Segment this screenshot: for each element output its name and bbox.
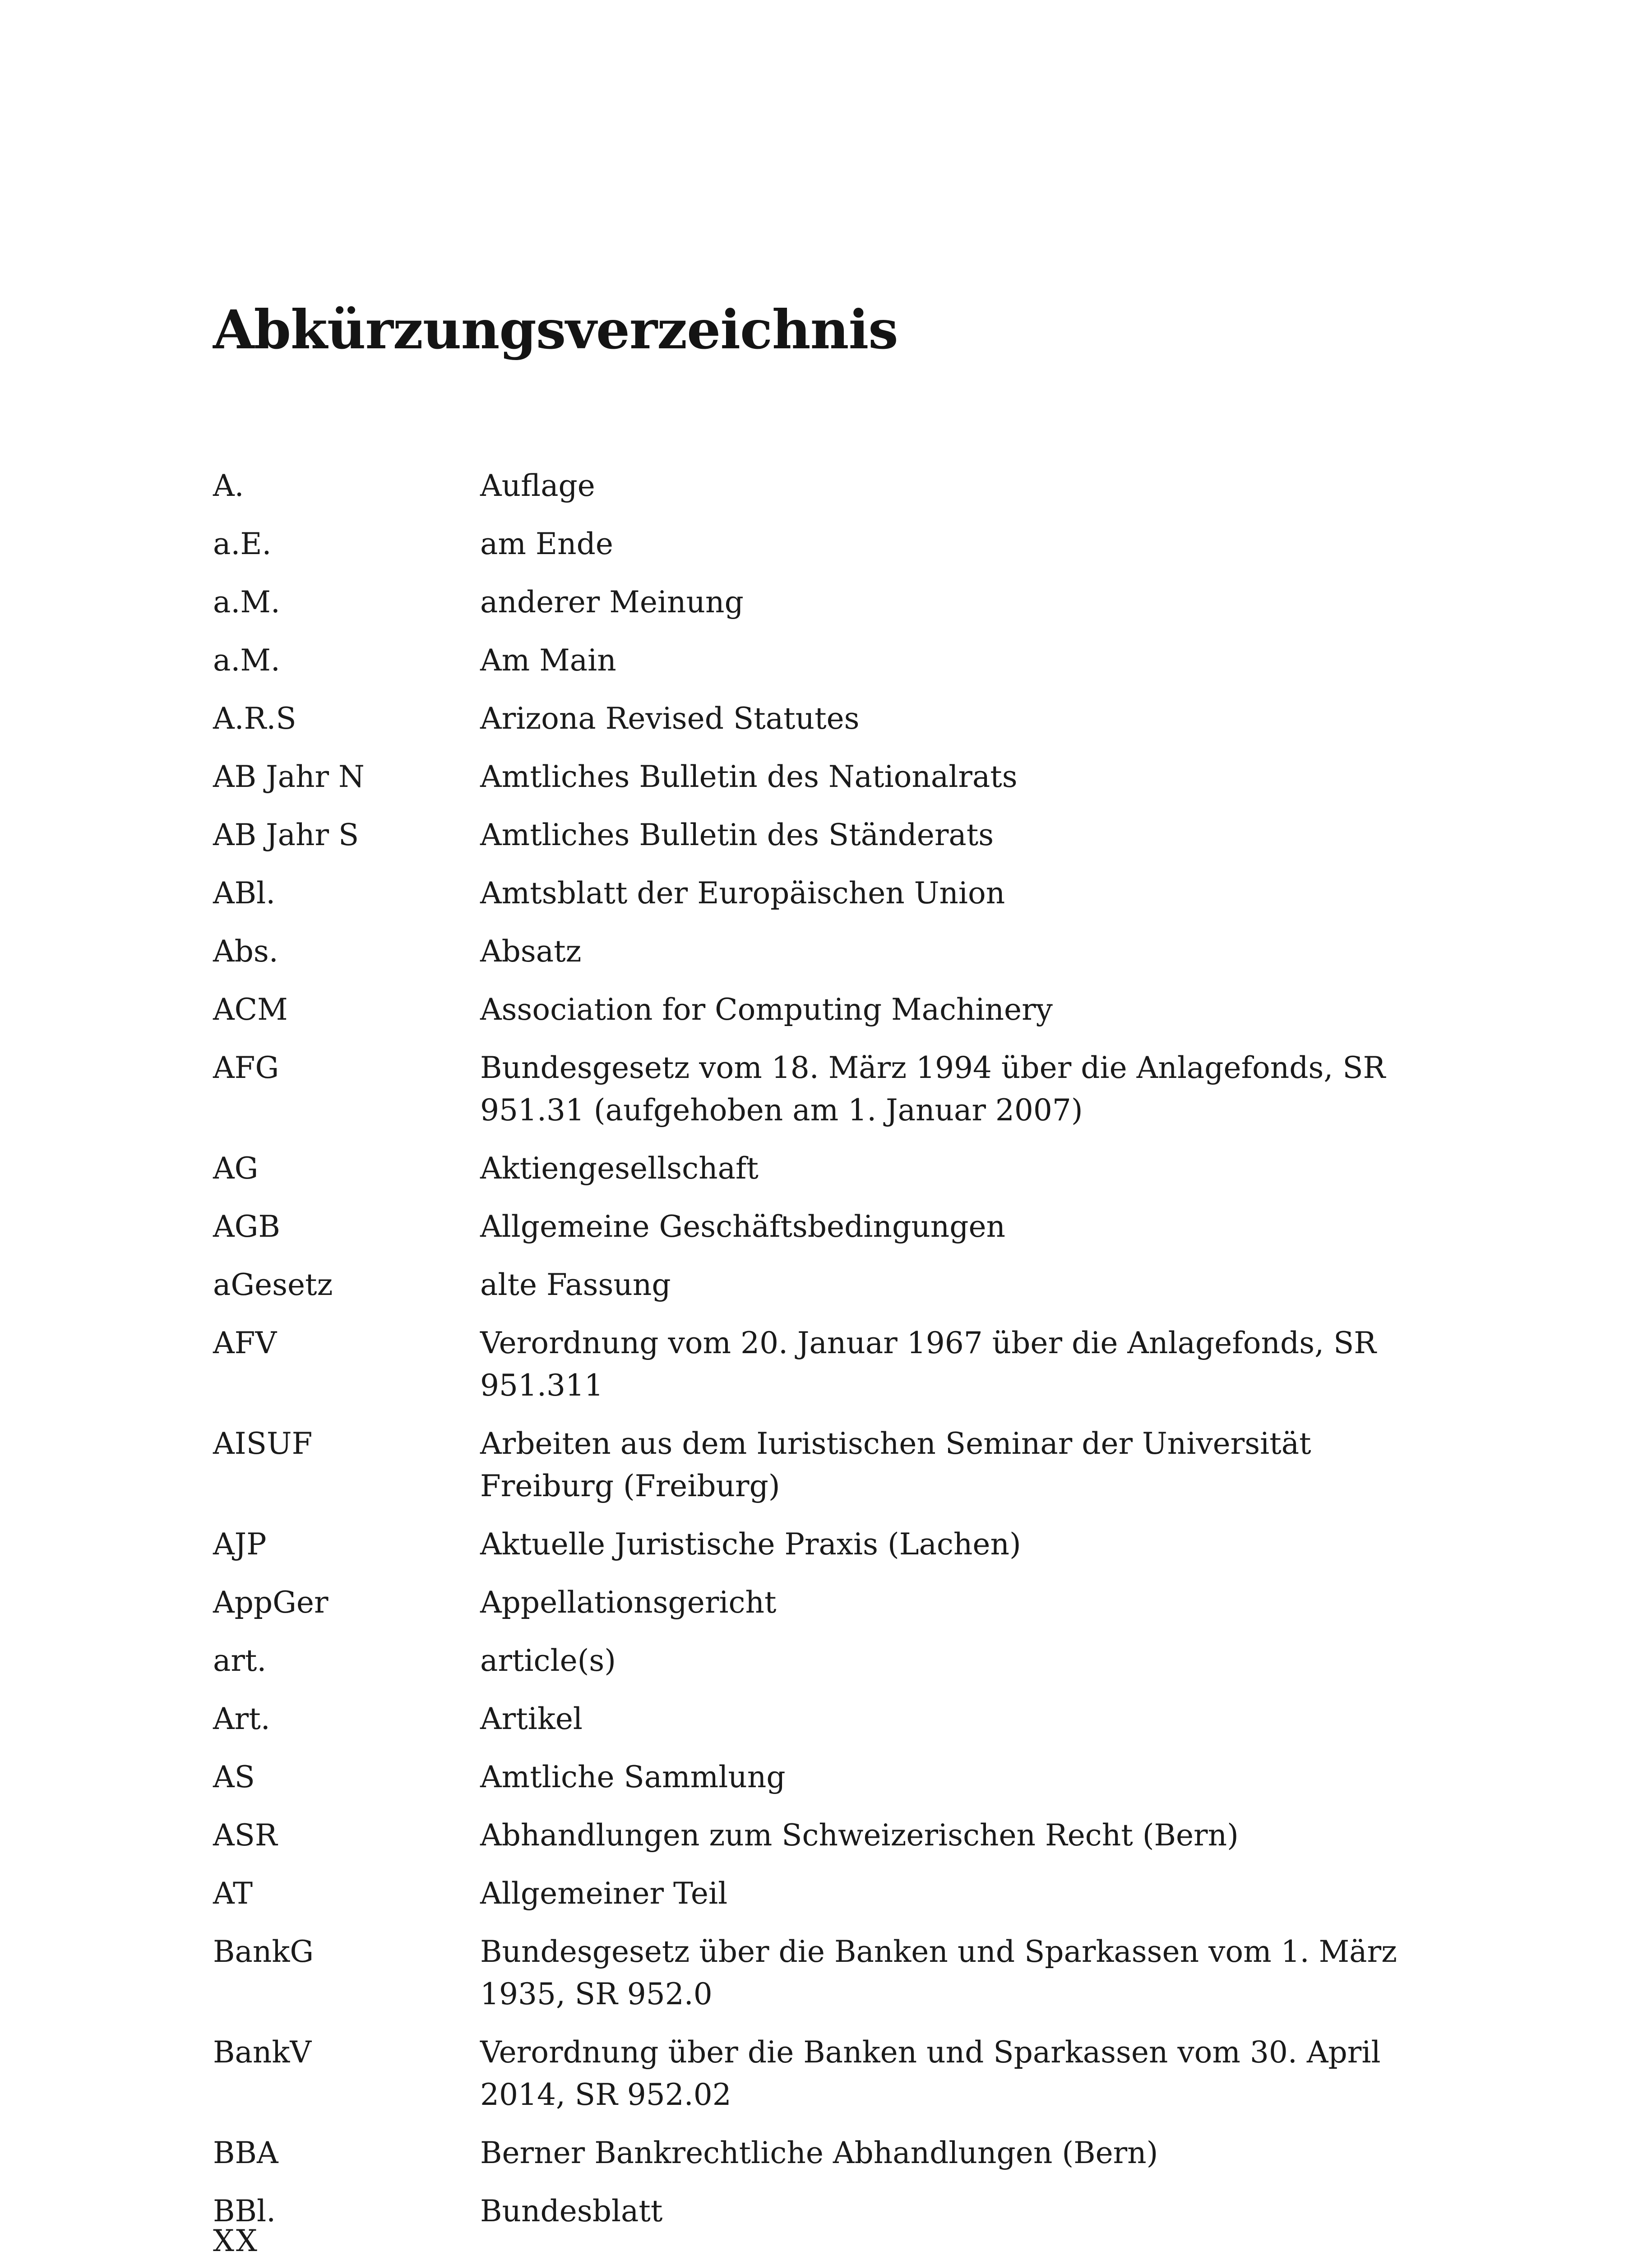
- abbreviation-list: [213, 465, 1440, 2248]
- abbreviation-entry: [213, 1581, 1440, 1624]
- abbreviation-meaning: Absatz: [480, 934, 582, 969]
- abbreviation-entry: [213, 872, 1440, 915]
- abbreviation-meaning: Verordnung vom 20. Januar 1967 über die Anlagefonds, SR 951.311: [480, 1326, 1376, 1403]
- abbreviation-meaning: alte Fassung: [480, 1267, 671, 1302]
- abbreviation-meaning: Amtliches Bulletin des Ständerats: [480, 818, 994, 852]
- abbreviation-meaning: Amtliche Sammlung: [480, 1760, 786, 1794]
- abbreviation-term: BBl.: [213, 2194, 276, 2228]
- abbreviation-term: A.: [213, 468, 244, 503]
- abbreviation-term: AB Jahr N: [213, 759, 365, 794]
- abbreviation-entry: [213, 1872, 1440, 1915]
- abbreviation-term: AS: [213, 1760, 255, 1794]
- abbreviation-meaning: Auflage: [480, 468, 595, 503]
- abbreviation-entry: [213, 1423, 1440, 1507]
- abbreviation-term: AB Jahr S: [213, 818, 359, 852]
- abbreviation-entry: [213, 1264, 1440, 1306]
- abbreviation-term: BankG: [213, 1934, 314, 1969]
- abbreviation-term: Art.: [213, 1701, 270, 1736]
- abbreviation-meaning: Bundesgesetz vom 18. März 1994 über die Anlagefonds, SR 951.31 (aufgehoben am 1. Januar 2007): [480, 1050, 1386, 1128]
- abbreviation-meaning: Bundesblatt: [480, 2194, 663, 2228]
- abbreviation-meaning: Berner Bankrechtliche Abhandlungen (Bern): [480, 2136, 1158, 2170]
- abbreviation-entry: [213, 465, 1440, 507]
- abbreviation-meaning: Aktiengesellschaft: [480, 1151, 759, 1186]
- abbreviation-term: ACM: [213, 992, 288, 1027]
- page-title: Abkürzungsverzeichnis: [213, 298, 898, 361]
- abbreviation-term: BBA: [213, 2136, 278, 2170]
- abbreviation-entry: [213, 1322, 1440, 1407]
- abbreviation-entry: [213, 756, 1440, 798]
- abbreviation-entry: [213, 1640, 1440, 1682]
- abbreviation-term: AFG: [213, 1050, 279, 1085]
- abbreviation-term: aGesetz: [213, 1267, 333, 1302]
- abbreviation-entry: [213, 1931, 1440, 2016]
- abbreviation-meaning: article(s): [480, 1643, 616, 1678]
- abbreviation-entry: [213, 2190, 1440, 2233]
- abbreviation-meaning: Bundesgesetz über die Banken und Sparkassen vom 1. März 1935, SR 952.0: [480, 1934, 1397, 2011]
- abbreviation-meaning: Allgemeine Geschäftsbedingungen: [480, 1209, 1006, 1244]
- abbreviation-meaning: Amtsblatt der Europäischen Union: [480, 876, 1005, 911]
- abbreviation-meaning: am Ende: [480, 527, 613, 561]
- abbreviation-term: AT: [213, 1876, 253, 1911]
- abbreviation-term: ASR: [213, 1818, 278, 1853]
- abbreviation-term: a.M.: [213, 643, 280, 678]
- abbreviation-entry: [213, 1814, 1440, 1857]
- abbreviation-term: AISUF: [213, 1426, 313, 1461]
- abbreviation-entry: [213, 1698, 1440, 1740]
- abbreviation-entry: [213, 698, 1440, 740]
- abbreviation-entry: [213, 1756, 1440, 1798]
- abbreviation-term: ABl.: [213, 876, 276, 911]
- abbreviation-meaning: Aktuelle Juristische Praxis (Lachen): [480, 1527, 1021, 1562]
- page-number: XX: [213, 2224, 259, 2256]
- abbreviation-meaning: Verordnung über die Banken und Sparkassen vom 30. April 2014, SR 952.02: [480, 2035, 1381, 2112]
- abbreviation-meaning: Amtliches Bulletin des Nationalrats: [480, 759, 1018, 794]
- abbreviation-entry: [213, 2031, 1440, 2116]
- abbreviation-meaning: Artikel: [480, 1701, 583, 1736]
- abbreviation-entry: [213, 1523, 1440, 1566]
- abbreviation-term: a.M.: [213, 585, 280, 619]
- abbreviation-term: art.: [213, 1643, 267, 1678]
- abbreviation-entry: [213, 2132, 1440, 2174]
- abbreviation-meaning: Arbeiten aus dem Iuristischen Seminar der Universität Freiburg (Freiburg): [480, 1426, 1311, 1503]
- abbreviation-entry: [213, 639, 1440, 682]
- abbreviation-meaning: anderer Meinung: [480, 585, 744, 619]
- abbreviation-term: a.E.: [213, 527, 272, 561]
- abbreviation-term: AppGer: [213, 1585, 329, 1620]
- abbreviation-entry: [213, 581, 1440, 624]
- abbreviation-term: A.R.S: [213, 701, 296, 736]
- abbreviation-meaning: Abhandlungen zum Schweizerischen Recht (Bern): [480, 1818, 1239, 1853]
- abbreviation-meaning: Association for Computing Machinery: [480, 992, 1053, 1027]
- abbreviation-meaning: Arizona Revised Statutes: [480, 701, 860, 736]
- abbreviation-meaning: Appellationsgericht: [480, 1585, 777, 1620]
- abbreviation-term: AGB: [213, 1209, 280, 1244]
- abbreviation-meaning: Am Main: [480, 643, 616, 678]
- abbreviation-term: Abs.: [213, 934, 278, 969]
- abbreviation-meaning: Allgemeiner Teil: [480, 1876, 728, 1911]
- abbreviation-entry: [213, 1047, 1440, 1132]
- abbreviation-entry: [213, 1147, 1440, 1190]
- abbreviation-term: AG: [213, 1151, 259, 1186]
- abbreviation-entry: [213, 989, 1440, 1031]
- abbreviation-term: BankV: [213, 2035, 312, 2070]
- abbreviation-term: AFV: [213, 1326, 277, 1360]
- abbreviation-entry: [213, 1206, 1440, 1248]
- abbreviation-entry: [213, 930, 1440, 973]
- abbreviation-term: AJP: [213, 1527, 267, 1562]
- abbreviation-entry: [213, 814, 1440, 856]
- abbreviation-entry: [213, 523, 1440, 565]
